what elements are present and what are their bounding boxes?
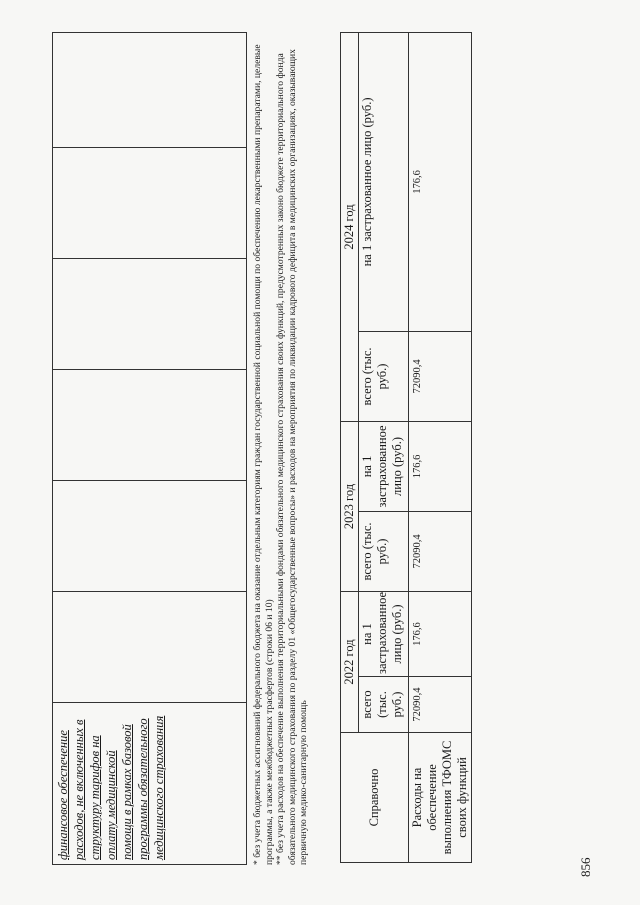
continuation-table	[52, 32, 247, 865]
subheader-per-person: на 1 застрахованное лицо (руб.)	[359, 591, 409, 676]
year-header-2024: 2024 год	[341, 32, 359, 421]
description-cell	[53, 703, 247, 865]
subheader-per-person: на 1 застрахованное лицо (руб.)	[359, 421, 409, 511]
empty-cell	[53, 259, 247, 370]
empty-cell	[53, 370, 247, 481]
reference-title: Справочно	[341, 733, 409, 863]
value-cell: 176,6	[409, 32, 472, 331]
subheader-total: всего (тыс. руб.)	[359, 331, 409, 421]
empty-cell	[53, 148, 247, 259]
year-header-2023: 2023 год	[341, 421, 359, 591]
empty-cell	[53, 481, 247, 592]
year-header-2022: 2022 год	[341, 591, 359, 732]
value-cell: 176,6	[409, 591, 472, 676]
reference-table	[340, 32, 472, 863]
page-number: 856	[578, 857, 593, 877]
footnotes	[252, 33, 310, 865]
row-label: Расходы на обеспечение выполнения ТФОМС своих функций	[409, 733, 472, 863]
value-cell: 176,6	[409, 421, 472, 511]
empty-cell	[53, 33, 247, 148]
value-cell: 72090,4	[409, 677, 472, 733]
subheader-total: всего (тыс. руб.)	[359, 511, 409, 591]
footnote-1: * без учета бюджетных ассигнований федерального бюджета на оказание отдельным категориям граждан государственной социальной помощи по обеспечению лекарственными препаратами, целевые программы, а также межбюджетных трасфертов (строки 06 и 10)	[252, 44, 275, 865]
table-row	[53, 33, 247, 865]
value-cell: 72090,4	[409, 331, 472, 421]
table-row	[409, 32, 472, 862]
row-description: финансовое обеспечение расходов, не включенных в структуру тарифов на оплату медицинской помощи в рамках базовой программы обязательного медицинского страхования	[56, 715, 166, 860]
empty-cell	[53, 592, 247, 703]
subheader-per-person: на 1 застрахованное лицо (руб.)	[359, 32, 409, 331]
subheader-total: всего (тыс. руб.)	[359, 677, 409, 733]
footnote-2: ** без учета расходов на обеспечение выполнения территориальными фондами обязательного медицинского страхования своих функций, предусмотренных законо бюджете территориального фонда обязательного медицинского страхования по разделу 01 «Общегосударственные вопросы» и расходов на мероприятия по ликвидации кадрового дефицита в медицинских организациях, оказывающих первичную медико-санитарную помощь	[275, 49, 310, 865]
table-row	[341, 32, 359, 862]
value-cell: 72090,4	[409, 511, 472, 591]
